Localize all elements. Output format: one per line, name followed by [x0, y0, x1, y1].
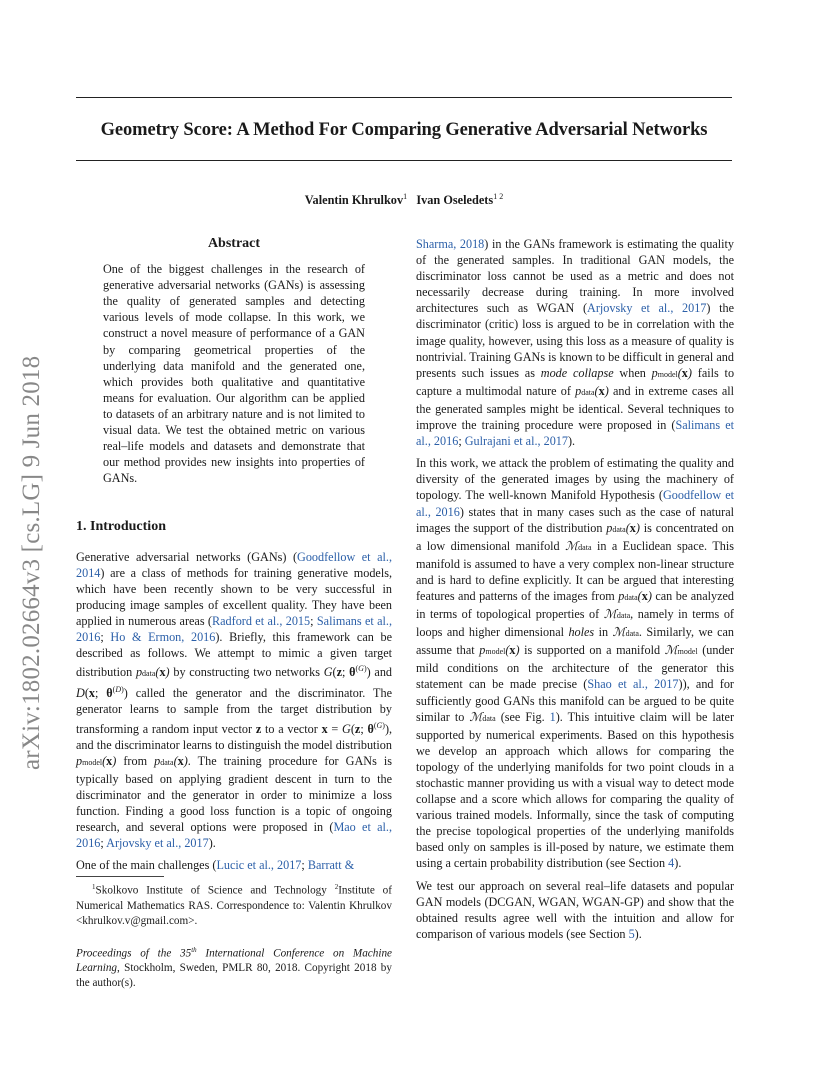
math-inline: ℳdata: [469, 709, 496, 724]
text-span: and in extreme cases all the generated samples might be identical. Several techniques to improve the training procedure were proposed in (: [416, 383, 735, 433]
text-span: is supported on a manifold: [524, 643, 661, 658]
citation-link[interactable]: Ho & Ermon, 2016: [110, 629, 216, 644]
author-name: Valentin Khrulkov: [304, 193, 404, 208]
figure-link[interactable]: 1: [549, 709, 556, 724]
right-column: [416, 236, 734, 942]
text-span: ).: [567, 434, 576, 449]
citation-link[interactable]: Shao et al., 2017: [587, 677, 679, 692]
left-column: [76, 236, 392, 873]
text-span: In this work, we attack the problem of estimating the quality and diversity of the generated images by using the machinery of topology. The well-known Manifold Hypothesis (: [416, 456, 734, 503]
text-span: ).: [634, 926, 642, 941]
text-span: fails to capture a multimodal nature of: [416, 365, 735, 398]
author-list: [76, 192, 732, 208]
author-affiliation: 1 2: [493, 192, 504, 201]
text-span: (see Fig.: [500, 709, 545, 724]
text-span: ) states that in many cases such as the case of natural images the support of the distribution: [416, 504, 734, 535]
abstract-heading: Abstract: [207, 236, 261, 251]
citation-link[interactable]: Barratt &: [307, 858, 355, 873]
math-inline: z: [255, 721, 262, 736]
intro-paragraph-3: [416, 455, 734, 871]
intro-paragraph-2-start: One of the main challenges (Lucic et al., 2017; Barratt &: [76, 858, 355, 873]
math-inline: pdata(x): [575, 383, 609, 398]
proceedings-note: Proceedings of the 35th International Conference on Machine Learning, Stockholm, Sweden, PMLR 80, 2018. Copyright 2018 by the author(s).: [76, 945, 393, 990]
math-inline: G: [323, 665, 333, 680]
text-span: , Stockholm, Sweden, PMLR 80, 2018. Copyright 2018 by the author(s).: [76, 962, 392, 990]
math-inline: ℳdata: [565, 538, 592, 553]
math-inline: x: [321, 721, 328, 736]
text-span: Generative adversarial networks (GANs) (: [76, 549, 298, 564]
citation-link[interactable]: Lucic et al., 2017: [216, 858, 302, 873]
text-span: International Conference on Machine Learning: [76, 947, 393, 975]
citation-link[interactable]: Radford et al., 2015: [212, 613, 311, 628]
author-name: Ivan Oseledets: [416, 193, 494, 208]
author-affiliation: 1: [403, 192, 408, 201]
citation-link[interactable]: Goodfellow et al., 2014: [76, 549, 392, 580]
text-span: Skolkovo Institute of Science and Technology: [95, 884, 327, 897]
arxiv-stamp: arXiv:1802.02664v3 [cs.LG] 9 Jun 2018: [18, 355, 45, 770]
math-inline: pdata(x): [618, 588, 652, 603]
math-inline: D: [76, 686, 85, 701]
affiliation-footnote: $^1$Skolkovo Institute of Science and Technology $^2$Institute of Numerical Mathematics RAS. Correspondence to: Valentin Khrulkov <khrulkov.v@gmail.com>.: [76, 883, 392, 927]
text-span: called the generator and the discriminator. The generator learns to sample from the target distribution by transforming a random input vector: [76, 686, 392, 736]
text-span: ) the discriminator (critic) loss is argued to be in correlation with the image quality, however, using this loss as a measure of quality is nontrivial. Training GANs is known to be difficult in general and presents such issues as: [416, 301, 734, 380]
text-span: We test our approach on several real–life datasets and popular GAN models (DCGAN, WGAN, WGAN-GP) and show that the obtained results agree well with the intuition and allow for comparison of various models (see Section: [416, 878, 734, 941]
text-span: . The training procedure for GANs is typically based on applying gradient descent in turn to the discriminator and the generator in order to minimize a loss function. Finding a good loss function is a topic of ongoing research, and several options were proposed in (: [76, 753, 393, 835]
math-inline: ℳmodel: [664, 643, 698, 658]
text-span: ) in the GANs framework is estimating the quality of the generated samples. In traditional GAN models, the discriminator loss cannot be used as a metric and does not necessarily decrease during training. In more involved architectures such as WGAN (: [416, 237, 734, 316]
text-span: , and the discriminator learns to distinguish the model distribution: [76, 721, 393, 752]
intro-paragraph-1: Generative adversarial networks (GANs) (Goodfellow et al., 2014) are a class of methods for training generative models, which have been recently shown to be very successful in producing image samples of excellent quality. They have been applied in numerous areas (Radford et al., 2015; Salimans et al., 2016; Ho & Ermon, 2016). Briefly, this framework can be described as follows. We attempt to mimic a given target distribution pdata(x) by constructing two networks G(z; $\theta^{(G)}$) and D(x; $\theta^{(D)}$) called the generator and the discriminator. The generator learns to sample from the target distribution by transforming a random input vector z to a vector x = G(z; $\theta^{(G)}$), and the discriminator learns to distinguish the model distribution pmodel(x) from pdata(x). The training procedure for GANs is typically based on applying gradient descent in turn to the discriminator and the generator in order to minimize a loss function. Finding a good loss function is a topic of ongoing research, and several options were proposed in (Mao et al., 2016; Arjovsky et al., 2017).: [76, 549, 393, 851]
text-span: Proceedings of the: [76, 947, 172, 960]
footnote: [76, 876, 392, 991]
citation-link[interactable]: Sharma, 2018: [416, 237, 485, 251]
math-inline: pdata(x): [135, 665, 170, 680]
top-rule: [76, 97, 732, 98]
text-span: )), and for sufficiently good GANs this manifold can be argued to be quite similar to: [416, 677, 734, 724]
text-span: in: [598, 625, 609, 640]
text-span: One of the main challenges (: [76, 858, 217, 873]
text-span: and: [374, 665, 393, 680]
text-span: to a vector: [264, 721, 318, 736]
text-span: by constructing two networks: [173, 665, 320, 680]
text-span: can be analyzed in terms of topological properties of: [416, 588, 735, 622]
text-span: . Similarly, we can assume that: [416, 625, 735, 658]
footnote-rule: [76, 876, 164, 877]
emphasis: mode collapse: [540, 365, 614, 380]
text-span: ). This intuitive claim will be later supported by numerical experiments. Based on this hypothesis we develop an approach which allows for comparing the topology of the underlying manifolds for two point clouds in a stochastic manner providing us with a visual way to detect mode collapse and a score which allows for comparing the quality of various trained models. Informally, since the task of computing the precise topological properties of the underlying manifolds based only on samples is ill-posed by nature, we estimate them using a certain probability distribution (see Section: [416, 709, 735, 871]
citation-link[interactable]: Goodfellow et al., 2016: [416, 488, 734, 519]
citation-link[interactable]: Gulrajani et al., 2017: [464, 434, 568, 449]
intro-paragraph-2-cont: Sharma, 2018) in the GANs framework is estimating the quality of the generated samples. In traditional GAN models, the discriminator loss cannot be used as a metric and does not necessarily decrease during training. In more involved architectures such as WGAN (Arjovsky et al., 2017) the discriminator (critic) loss is argued to be in correlation with the image quality, however, using this loss as a measure of quality is nontrivial. Training GANs is known to be difficult in general and presents such issues as mode collapse when pmodel(x) fails to capture a multimodal nature of pdata(x) and in extreme cases all the generated samples might be identical. Several techniques to improve the training procedure were proposed in (Salimans et al., 2016; Gulrajani et al., 2017).: [416, 237, 735, 449]
text-span: , namely in terms of loops and higher dimensional: [416, 607, 734, 640]
math-inline: pdata(x): [606, 520, 640, 535]
text-span: Institute of Numerical Mathematics RAS. Correspondence to: Valentin Khrulkov <khrulkov.v@gmail.com>.: [76, 884, 392, 927]
text-span: from: [123, 753, 148, 768]
text-span: ).: [208, 836, 216, 851]
text-span: in a Euclidean space. This manifold is assumed to have a very complex non-linear structure and is hard to define explicitly. It can be argued that interesting features and patterns of the images from: [416, 538, 734, 603]
section-heading: 1. Introduction: [76, 519, 166, 535]
math-inline: ℳdata: [603, 607, 631, 622]
text-span: ).: [674, 856, 682, 871]
citation-link[interactable]: Mao et al., 2016: [76, 820, 393, 851]
section-link[interactable]: 5: [628, 926, 635, 941]
text-span: is concentrated on a low dimensional manifold: [416, 520, 734, 553]
text-span: ). Briefly, this framework can be described as follows. We attempt to mimic a given target distribution: [76, 629, 393, 680]
abstract-text: One of the biggest challenges in the research of generative adversarial networks (GANs) is assessing the quality of generated samples and detecting various levels of mode collapse. In this work, we construct a novel measure of performance of a GAN by comparing geometrical properties of the underlying data manifold and the generated one, which provides both qualitative and quantitative means for evaluation. Our algorithm can be applied to datasets of an arbitrary nature and is not limited to visual data. We test the obtained metric on various real–life models and datasets and demonstrate that our method provides new insights into properties of GANs.: [103, 262, 365, 486]
citation-link[interactable]: Salimans et al., 2016: [76, 613, 393, 644]
citation-link[interactable]: Arjovsky et al., 2017: [587, 301, 707, 316]
math-inline: pmodel(x): [651, 365, 692, 380]
title-bottom-rule: [76, 160, 732, 161]
text-span: when: [619, 365, 646, 380]
math-inline: pdata(x): [154, 753, 188, 768]
text-span: ) are a class of methods for training generative models, which have been recently shown to be very successful in producing image samples of excellent quality. They have been applied in numerous areas (: [76, 565, 392, 628]
section-link[interactable]: 4: [668, 856, 675, 871]
math-inline: pmodel(x): [479, 643, 520, 658]
citation-link[interactable]: Salimans et al., 2016: [416, 418, 734, 449]
text-span: (under mild conditions on the architecture of the generator this statement can be made precise (: [416, 643, 735, 692]
intro-paragraph-4: [416, 878, 734, 942]
math-inline: pmodel(x): [76, 753, 117, 768]
emphasis: holes: [568, 625, 595, 640]
citation-link[interactable]: Arjovsky et al., 2017: [106, 836, 209, 851]
math-inline: ℳdata: [612, 625, 639, 640]
paper-title: Geometry Score: A Method For Comparing Generative Adversarial Networks: [100, 120, 708, 140]
